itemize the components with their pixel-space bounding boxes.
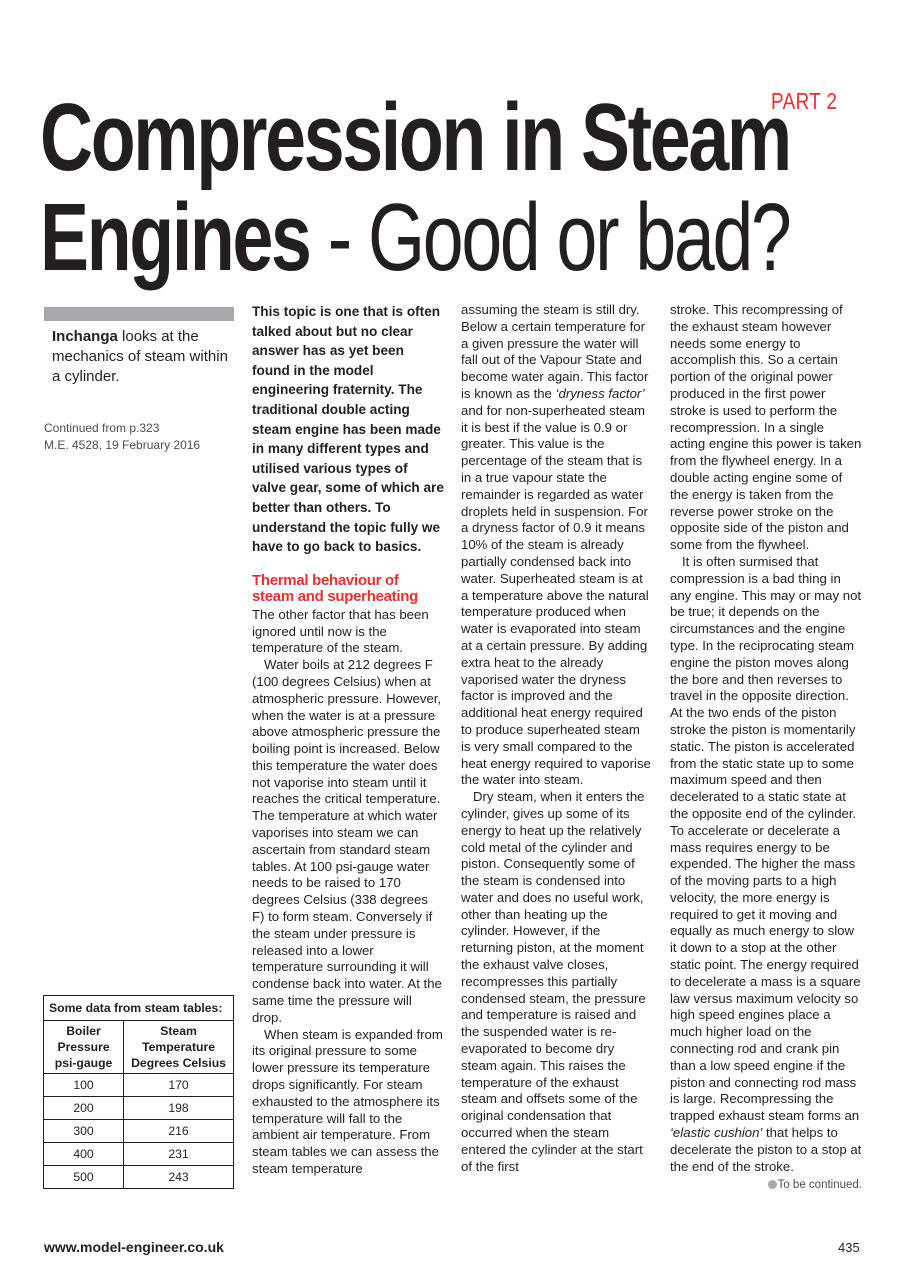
table-row	[44, 1074, 234, 1097]
sidebar-divider	[44, 307, 234, 321]
table-cell: 100	[44, 1074, 124, 1097]
bullet-dot-icon	[768, 1180, 777, 1189]
title-line-2-bold: Engines	[40, 184, 310, 291]
body-paragraph	[461, 302, 653, 789]
title-line-2-rest: - Good or bad?	[309, 184, 790, 291]
body-paragraph: When steam is expanded from its original pressure to some lower pressure its temperature drops significantly. For steam exhausted to the atmosphere its temperature will fall to the ambient air temperature. From steam tables we can assess the steam temperature	[252, 1026, 443, 1177]
body-emphasis: ‘dryness factor’	[555, 385, 645, 401]
body-paragraph: Dry steam, when it enters the cylinder, gives up some of its energy to heat up the relatively cold metal of the cylinder and piston. Consequently some of the steam is condensed into water and does no useful work, other than heating up the cylinder. However, if the returning piston, at the moment the exhaust valve closes, recompresses this partially condensed steam, the pressure and temperature is raised and the suspended water is re-evaporated to become dry steam again. This raises the temperature of the exhaust steam and offsets some of the original condensation that occurred when the steam entered the cylinder at the start of the first	[461, 789, 646, 1174]
table-cell: 200	[44, 1097, 124, 1120]
standfirst	[52, 327, 232, 387]
table-cell: 400	[44, 1143, 124, 1166]
table-row	[44, 1097, 234, 1120]
continued-note	[44, 420, 244, 454]
body-text: It is often surmised that compression is a bad thing in any engine. This may or may not be true; it depends on the circumstances and the engine type. In the reciprocating steam engine the piston moves along the bore and then reverses to travel in the opposite direction. At the two ends of the piston stroke the piston is momentarily static. The piston is accelerated from the static state up to some maximum speed and then decelerated to a static state at the opposite end of the cylinder. To accelerate or decelerate a mass requires energy to be expended. The higher the mass of the moving parts to a high velocity, the more energy is required to get it moving and equally as much energy to slow it down to a stop at the other static point. The energy required to decelerate a mass is a square law versus maximum velocity so high speed engines place a much higher load on the connecting rod and crank pin than a low speed engine if the piston and connecting rod mass is large. Recompressing the trapped exhaust steam forms an	[670, 553, 862, 1124]
standfirst-text: looks at the mechanics of steam within a cylinder.	[52, 328, 228, 385]
steam-table	[43, 995, 234, 1189]
to-be-continued-text: To be continued.	[777, 1179, 862, 1192]
table-cell: 500	[44, 1166, 124, 1189]
article-column-3	[670, 302, 862, 1194]
table-cell: 198	[124, 1097, 234, 1120]
page-number: 435	[838, 1240, 860, 1255]
table-cell: 243	[124, 1166, 234, 1189]
table-header-temperature: Steam Temperature Degrees Celsius	[124, 1021, 234, 1074]
table-caption: Some data from steam tables:	[44, 996, 234, 1021]
body-text: assuming the steam is still dry. Below a certain temperature for a given pressure the water will fall out of the Vapour State and become water again. This factor is known as the	[461, 302, 649, 401]
table-cell: 170	[124, 1074, 234, 1097]
table-cell: 300	[44, 1120, 124, 1143]
lead-paragraph: This topic is one that is often talked about but no clear answer has as yet been found in the model engineering fraternity. The traditional double acting steam engine has been made in many different types and utilised various types of valve gear, some of which are better than others. To understand the topic fully we have to go back to basics.	[252, 304, 444, 555]
author-name: Inchanga	[52, 328, 118, 345]
table-header-pressure: Boiler Pressure psi-gauge	[44, 1021, 124, 1074]
body-paragraph	[670, 554, 862, 1175]
table-cell: 216	[124, 1120, 234, 1143]
body-emphasis: ‘elastic cushion’	[670, 1125, 763, 1141]
continued-issue: M.E. 4528, 19 February 2016	[44, 438, 201, 452]
to-be-continued	[670, 1177, 862, 1194]
article-column-1	[252, 302, 444, 1178]
part-label: PART 2	[771, 88, 838, 114]
table-row	[44, 1143, 234, 1166]
continued-from: Continued from p.323	[44, 421, 160, 435]
title-line-1: Compression in Steam	[40, 84, 790, 191]
article-column-2	[461, 302, 653, 1175]
table-row	[44, 1120, 234, 1143]
table-row	[44, 1166, 234, 1189]
body-paragraph: stroke. This recompressing of the exhaust steam however needs some energy to accomplish this. So a certain portion of the original power produced in the first power stroke is used to perform the recompression. In a single acting engine this power is taken from the flywheel energy. In a double acting engine some of the energy is taken from the reverse power stroke on the opposite side of the piston and some from the flywheel.	[670, 302, 862, 553]
body-paragraph: Water boils at 212 degrees F (100 degrees Celsius) when at atmospheric pressure. However, when the water is at a pressure above atmospheric pressure the boiling point is increased. Below this temperature the water does not vaporise into steam until it reaches the critical temperature. The temperature at which water vaporises into steam we can ascertain from standard steam tables. At 100 psi-gauge water needs to be raised to 170 degrees Celsius (338 degrees F) to form steam. Conversely if the steam under pressure is released into a lower temperature surrounding it will condense back into water. At the same time the pressure will drop.	[252, 657, 442, 1025]
body-paragraph: The other factor that has been ignored until now is the temperature of the steam.	[252, 606, 429, 656]
body-text: that helps to decelerate the piston to a stop at the end of the stroke.	[670, 1125, 862, 1174]
footer-website: www.model-engineer.co.uk	[44, 1239, 224, 1255]
table-cell: 231	[124, 1143, 234, 1166]
section-heading: Thermal behaviour of steam and superheating	[252, 571, 418, 605]
article-title	[40, 84, 874, 291]
body-text: and for non-superheated steam it is best if the value is 0.9 or greater. This value is the percentage of the steam that is in a true vapour state the remainder is regarded as water droplets held in suspension. For a dryness factor of 0.9 it means 10% of the steam is already partially condensed back into water. Superheated steam is at a temperature above the natural temperature produced when water is evaporated into steam at a certain pressure. By adding extra heat to the already vaporised water the dryness factor is improved and the additional heat energy required to produce superheated steam is very small compared to the heat energy required to vaporise the water into steam.	[461, 402, 651, 788]
